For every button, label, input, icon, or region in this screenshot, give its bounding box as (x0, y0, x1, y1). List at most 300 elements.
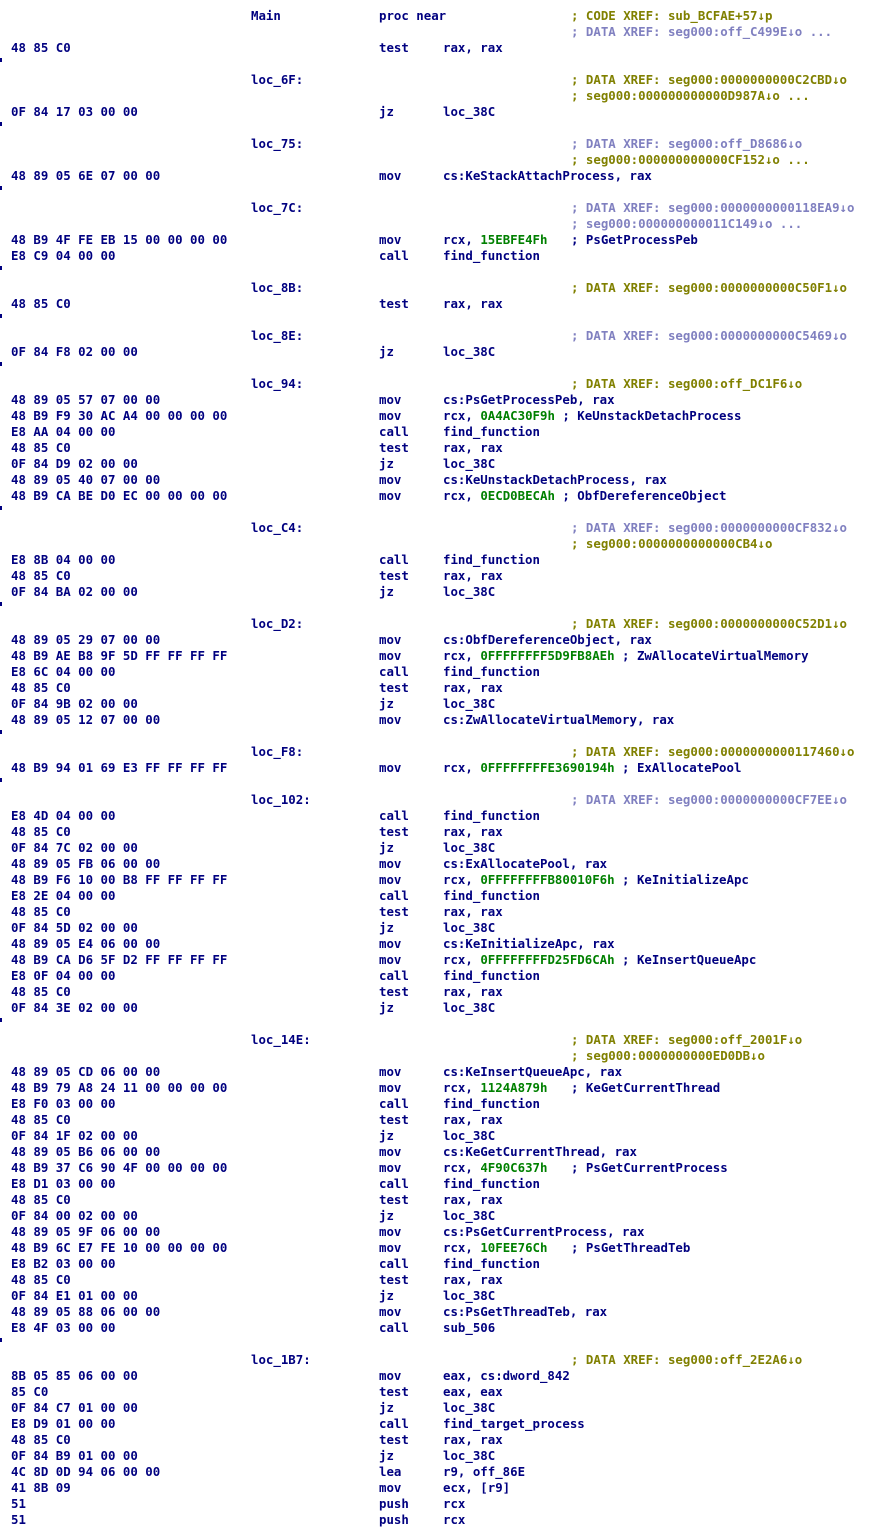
code-label[interactable]: loc_8E: (251, 328, 304, 343)
code-label[interactable]: loc_F8: (251, 744, 304, 759)
opcode-bytes: 0F 84 F8 02 00 00 (11, 344, 138, 359)
mnemonic: test (379, 1432, 409, 1447)
mnemonic: mov (379, 1304, 402, 1319)
opcode-bytes: 48 89 05 B6 06 00 00 (11, 1144, 161, 1159)
immediate-value: 15EBFE4Fh (480, 232, 548, 247)
mnemonic: jz (379, 344, 394, 359)
instruction-line[interactable] (0, 1080, 886, 1096)
mnemonic: call (379, 1176, 409, 1191)
instruction-line[interactable] (0, 392, 886, 408)
opcode-bytes: 4C 8D 0D 94 06 00 00 (11, 1464, 161, 1479)
instruction-line[interactable] (0, 1368, 886, 1384)
instruction-line[interactable] (0, 952, 886, 968)
operands[interactable]: loc_38C (443, 696, 496, 711)
instruction-line[interactable] (0, 1144, 886, 1160)
opcode-bytes: 48 B9 4F FE EB 15 00 00 00 00 (11, 232, 228, 247)
instruction-line[interactable] (0, 1000, 886, 1016)
code-label[interactable]: loc_14E: (251, 1032, 311, 1047)
instruction-line[interactable] (0, 696, 886, 712)
operands[interactable]: find_function (443, 808, 540, 823)
operand-register: rcx, (443, 648, 481, 663)
instruction-line[interactable] (0, 1240, 886, 1256)
instruction-line[interactable] (0, 712, 886, 728)
mnemonic: mov (379, 872, 402, 887)
opcode-bytes: 48 B9 79 A8 24 11 00 00 00 00 (11, 1080, 228, 1095)
mnemonic: test (379, 40, 409, 55)
xref-comment[interactable]: ; KeGetCurrentThread (571, 1080, 721, 1095)
operands[interactable]: find_function (443, 1176, 540, 1191)
instruction-line[interactable] (0, 648, 886, 664)
operand-register: rcx, (443, 1160, 481, 1175)
xref-comment[interactable]: ; seg000:0000000000ED0DB↓o (571, 1048, 765, 1063)
instruction-line[interactable] (0, 760, 886, 776)
opcode-bytes: 51 (11, 1496, 26, 1511)
instruction-line[interactable] (0, 248, 886, 264)
mnemonic: jz (379, 1128, 394, 1143)
operands[interactable]: find_function (443, 1256, 540, 1271)
instruction-line[interactable] (0, 904, 886, 920)
inline-comment: ; KeInitializeApc (614, 872, 749, 887)
operands[interactable]: cs:KeInsertQueueApc, rax (443, 1064, 623, 1079)
operands[interactable]: loc_38C (443, 1128, 496, 1143)
operands[interactable]: rax, rax (443, 568, 503, 583)
operands[interactable] (443, 408, 741, 424)
opcode-bytes: E8 D9 01 00 00 (11, 1416, 116, 1431)
instruction-line[interactable] (0, 632, 886, 648)
separator-line (0, 504, 886, 520)
instruction-line[interactable] (0, 1432, 886, 1448)
mnemonic: mov (379, 1240, 402, 1255)
xref-comment[interactable]: ; PsGetProcessPeb (571, 232, 698, 247)
instruction-line[interactable] (0, 456, 886, 472)
mnemonic: mov (379, 712, 402, 727)
operands[interactable]: loc_38C (443, 584, 496, 599)
xref-comment[interactable]: ; DATA XREF: seg000:0000000000C2CBD↓o (571, 72, 848, 87)
separator-line (0, 360, 886, 376)
operands[interactable] (443, 648, 809, 664)
opcode-bytes: 0F 84 17 03 00 00 (11, 104, 138, 119)
xref-comment[interactable]: ; DATA XREF: seg000:off_D8686↓o (571, 136, 803, 151)
separator-line (0, 264, 886, 280)
operands[interactable]: loc_38C (443, 840, 496, 855)
xref-comment[interactable]: ; seg000:000000000000D987A↓o ... (571, 88, 810, 103)
gutter-tick (0, 730, 2, 734)
mnemonic: test (379, 1384, 409, 1399)
instruction-line[interactable] (0, 488, 886, 504)
operands[interactable]: rax, rax (443, 296, 503, 311)
operands[interactable]: rax, rax (443, 1432, 503, 1447)
opcode-bytes: 48 89 05 40 07 00 00 (11, 472, 161, 487)
opcode-bytes: 8B 05 85 06 00 00 (11, 1368, 138, 1383)
instruction-line[interactable] (0, 1384, 886, 1400)
instruction-line[interactable] (0, 888, 886, 904)
mnemonic: call (379, 1416, 409, 1431)
operands[interactable]: eax, eax (443, 1384, 503, 1399)
operands[interactable]: find_function (443, 552, 540, 567)
opcode-bytes: 48 89 05 6E 07 00 00 (11, 168, 161, 183)
gutter-tick (0, 266, 2, 270)
separator-line (0, 600, 886, 616)
operands[interactable] (443, 488, 727, 504)
operand-register: rcx, (443, 1080, 481, 1095)
opcode-bytes: 48 85 C0 (11, 440, 71, 455)
mnemonic: push (379, 1512, 409, 1527)
xref-comment[interactable]: ; DATA XREF: seg000:0000000000C52D1↓o (571, 616, 848, 631)
mnemonic: mov (379, 1160, 402, 1175)
opcode-bytes: E8 4F 03 00 00 (11, 1320, 116, 1335)
code-label[interactable]: loc_75: (251, 136, 304, 151)
opcode-bytes: 48 89 05 88 06 00 00 (11, 1304, 161, 1319)
opcode-bytes: 48 89 05 12 07 00 00 (11, 712, 161, 727)
mnemonic: mov (379, 1144, 402, 1159)
instruction-line[interactable] (0, 440, 886, 456)
code-label[interactable]: loc_102: (251, 792, 311, 807)
instruction-line[interactable] (0, 1288, 886, 1304)
instruction-line[interactable] (0, 1208, 886, 1224)
opcode-bytes: 51 (11, 1512, 26, 1527)
xref-comment[interactable]: ; seg000:000000000011C149↓o ... (571, 216, 803, 231)
xref-comment[interactable]: ; DATA XREF: seg000:0000000000C5469↓o (571, 328, 848, 343)
operands[interactable]: cs:PsGetProcessPeb, rax (443, 392, 615, 407)
xref-comment-line[interactable] (0, 152, 886, 168)
gutter-tick (0, 314, 2, 318)
operands[interactable]: loc_38C (443, 1400, 496, 1415)
operands[interactable]: find_function (443, 968, 540, 983)
instruction-line[interactable] (0, 1304, 886, 1320)
instruction-line[interactable] (0, 984, 886, 1000)
code-label[interactable]: loc_6F: (251, 72, 304, 87)
xref-comment-line[interactable] (0, 1048, 886, 1064)
mnemonic: mov (379, 168, 402, 183)
opcode-bytes: 0F 84 BA 02 00 00 (11, 584, 138, 599)
instruction-line[interactable] (0, 1224, 886, 1240)
operands[interactable]: cs:PsGetThreadTeb, rax (443, 1304, 608, 1319)
gutter-tick (0, 1338, 2, 1342)
instruction-line[interactable] (0, 808, 886, 824)
xref-comment[interactable]: ; PsGetCurrentProcess (571, 1160, 728, 1175)
opcode-bytes: 48 89 05 E4 06 00 00 (11, 936, 161, 951)
instruction-line[interactable] (0, 584, 886, 600)
code-label-line[interactable] (0, 200, 886, 216)
mnemonic: mov (379, 1224, 402, 1239)
instruction-line[interactable] (0, 1496, 886, 1512)
mnemonic: proc near (379, 8, 447, 23)
mnemonic: test (379, 680, 409, 695)
mnemonic: call (379, 808, 409, 823)
operands[interactable]: find_function (443, 664, 540, 679)
operand-register: rcx, (443, 232, 481, 247)
operands[interactable]: loc_38C (443, 104, 496, 119)
separator-line (0, 1336, 886, 1352)
operands[interactable]: loc_38C (443, 344, 496, 359)
operands[interactable] (443, 1160, 547, 1176)
opcode-bytes: 48 89 05 57 07 00 00 (11, 392, 161, 407)
operands[interactable]: loc_38C (443, 1000, 496, 1015)
code-label-line[interactable] (0, 280, 886, 296)
xref-comment[interactable]: ; DATA XREF: seg000:off_2E2A6↓o (571, 1352, 803, 1367)
xref-comment-line[interactable] (0, 216, 886, 232)
code-label[interactable]: loc_94: (251, 376, 304, 391)
code-label-line[interactable] (0, 136, 886, 152)
separator-line (0, 184, 886, 200)
opcode-bytes: 48 89 05 29 07 00 00 (11, 632, 161, 647)
operands[interactable]: find_function (443, 1096, 540, 1111)
operands[interactable]: rax, rax (443, 1192, 503, 1207)
operands[interactable] (443, 872, 749, 888)
operands[interactable] (443, 952, 756, 968)
code-label-line[interactable] (0, 8, 886, 24)
code-label[interactable]: loc_C4: (251, 520, 304, 535)
opcode-bytes: 48 B9 37 C6 90 4F 00 00 00 00 (11, 1160, 228, 1175)
operands[interactable]: rcx (443, 1512, 466, 1527)
operands[interactable]: find_function (443, 424, 540, 439)
xref-comment-line[interactable] (0, 536, 886, 552)
mnemonic: call (379, 1256, 409, 1271)
opcode-bytes: 48 85 C0 (11, 1192, 71, 1207)
xref-comment[interactable]: ; CODE XREF: sub_BCFAE+57↓p (571, 8, 773, 23)
immediate-value: 0FFFFFFFFE3690194h (480, 760, 615, 775)
opcode-bytes: E8 4D 04 00 00 (11, 808, 116, 823)
mnemonic: jz (379, 1448, 394, 1463)
code-label-line[interactable] (0, 376, 886, 392)
inline-comment: ; ExAllocatePool (614, 760, 742, 775)
opcode-bytes: 0F 84 E1 01 00 00 (11, 1288, 138, 1303)
xref-comment[interactable]: ; DATA XREF: seg000:0000000000C50F1↓o (571, 280, 848, 295)
operands[interactable]: rax, rax (443, 680, 503, 695)
operands[interactable]: cs:KeUnstackDetachProcess, rax (443, 472, 667, 487)
instruction-line[interactable] (0, 104, 886, 120)
operands[interactable]: cs:ExAllocatePool, rax (443, 856, 608, 871)
opcode-bytes: 48 85 C0 (11, 1272, 71, 1287)
code-label[interactable]: Main (251, 8, 281, 23)
instruction-line[interactable] (0, 568, 886, 584)
opcode-bytes: 41 8B 09 (11, 1480, 71, 1495)
separator-line (0, 120, 886, 136)
instruction-line[interactable] (0, 1512, 886, 1528)
operands[interactable]: loc_38C (443, 1208, 496, 1223)
instruction-line[interactable] (0, 968, 886, 984)
operand-register: rcx, (443, 760, 481, 775)
opcode-bytes: 48 B9 F6 10 00 B8 FF FF FF FF (11, 872, 228, 887)
instruction-line[interactable] (0, 680, 886, 696)
instruction-line[interactable] (0, 1096, 886, 1112)
xref-comment[interactable]: ; DATA XREF: seg000:0000000000CF832↓o (571, 520, 848, 535)
mnemonic: mov (379, 472, 402, 487)
mnemonic: call (379, 664, 409, 679)
instruction-line[interactable] (0, 1160, 886, 1176)
opcode-bytes: 0F 84 5D 02 00 00 (11, 920, 138, 935)
operands[interactable]: cs:KeStackAttachProcess, rax (443, 168, 652, 183)
opcode-bytes: 48 85 C0 (11, 824, 71, 839)
xref-comment-line[interactable] (0, 88, 886, 104)
operands[interactable] (443, 1240, 547, 1256)
instruction-line[interactable] (0, 168, 886, 184)
xref-comment[interactable]: ; DATA XREF: seg000:off_2001F↓o (571, 1032, 803, 1047)
instruction-line[interactable] (0, 1192, 886, 1208)
operands[interactable]: cs:KeGetCurrentThread, rax (443, 1144, 637, 1159)
operands[interactable]: loc_38C (443, 456, 496, 471)
code-label[interactable]: loc_8B: (251, 280, 304, 295)
instruction-line[interactable] (0, 1320, 886, 1336)
instruction-line[interactable] (0, 872, 886, 888)
instruction-line[interactable] (0, 424, 886, 440)
operands[interactable]: loc_38C (443, 1448, 496, 1463)
xref-comment[interactable]: ; PsGetThreadTeb (571, 1240, 691, 1255)
mnemonic: jz (379, 1208, 394, 1223)
mnemonic: test (379, 1192, 409, 1207)
mnemonic: mov (379, 952, 402, 967)
code-label-line[interactable] (0, 744, 886, 760)
instruction-line[interactable] (0, 472, 886, 488)
instruction-line[interactable] (0, 824, 886, 840)
instruction-line[interactable] (0, 1416, 886, 1432)
xref-comment[interactable]: ; DATA XREF: seg000:0000000000118EA9↓o (571, 200, 855, 215)
operands[interactable]: rax, rax (443, 440, 503, 455)
code-label[interactable]: loc_1B7: (251, 1352, 311, 1367)
mnemonic: mov (379, 648, 402, 663)
instruction-line[interactable] (0, 1112, 886, 1128)
mnemonic: jz (379, 456, 394, 471)
opcode-bytes: 48 B9 6C E7 FE 10 00 00 00 00 (11, 1240, 228, 1255)
disassembly-listing (0, 8, 886, 1528)
code-label[interactable]: loc_7C: (251, 200, 304, 215)
operands[interactable]: r9, off_86E (443, 1464, 526, 1479)
instruction-line[interactable] (0, 296, 886, 312)
operand-register: rcx, (443, 408, 481, 423)
operands[interactable]: rax, rax (443, 1272, 503, 1287)
instruction-line[interactable] (0, 1480, 886, 1496)
instruction-line[interactable] (0, 1448, 886, 1464)
code-label-line[interactable] (0, 1352, 886, 1368)
code-label-line[interactable] (0, 520, 886, 536)
opcode-bytes: 0F 84 9B 02 00 00 (11, 696, 138, 711)
opcode-bytes: 48 B9 F9 30 AC A4 00 00 00 00 (11, 408, 228, 423)
code-label-line[interactable] (0, 72, 886, 88)
operands[interactable]: rax, rax (443, 1112, 503, 1127)
instruction-line[interactable] (0, 920, 886, 936)
opcode-bytes: 0F 84 B9 01 00 00 (11, 1448, 138, 1463)
operands[interactable]: ecx, [r9] (443, 1480, 511, 1495)
instruction-line[interactable] (0, 664, 886, 680)
operands[interactable]: rax, rax (443, 40, 503, 55)
instruction-line[interactable] (0, 936, 886, 952)
separator-line (0, 312, 886, 328)
opcode-bytes: E8 8B 04 00 00 (11, 552, 116, 567)
gutter-tick (0, 186, 2, 190)
operands[interactable]: find_function (443, 888, 540, 903)
operands[interactable] (443, 1080, 547, 1096)
code-label[interactable]: loc_D2: (251, 616, 304, 631)
instruction-line[interactable] (0, 232, 886, 248)
code-label-line[interactable] (0, 328, 886, 344)
mnemonic: jz (379, 584, 394, 599)
instruction-line[interactable] (0, 856, 886, 872)
operands[interactable]: cs:PsGetCurrentProcess, rax (443, 1224, 645, 1239)
mnemonic: test (379, 296, 409, 311)
operands[interactable]: loc_38C (443, 920, 496, 935)
operands[interactable]: rcx (443, 1496, 466, 1511)
operands[interactable]: eax, cs:dword_842 (443, 1368, 570, 1383)
opcode-bytes: 48 85 C0 (11, 568, 71, 583)
operands[interactable]: loc_38C (443, 1288, 496, 1303)
code-label-line[interactable] (0, 792, 886, 808)
instruction-line[interactable] (0, 1256, 886, 1272)
code-label-line[interactable] (0, 1032, 886, 1048)
instruction-line[interactable] (0, 840, 886, 856)
operands[interactable]: rax, rax (443, 904, 503, 919)
xref-comment[interactable]: ; DATA XREF: seg000:off_C499E↓o ... (571, 24, 833, 39)
mnemonic: mov (379, 1080, 402, 1095)
separator-line (0, 728, 886, 744)
instruction-line[interactable] (0, 1464, 886, 1480)
operands[interactable]: rax, rax (443, 984, 503, 999)
operands[interactable] (443, 232, 547, 248)
operands[interactable]: find_function (443, 248, 540, 263)
opcode-bytes: 48 85 C0 (11, 1432, 71, 1447)
operands[interactable]: sub_506 (443, 1320, 496, 1335)
gutter-tick (0, 778, 2, 782)
xref-comment[interactable]: ; DATA XREF: seg000:0000000000117460↓o (571, 744, 855, 759)
operands[interactable]: cs:KeInitializeApc, rax (443, 936, 615, 951)
instruction-line[interactable] (0, 1064, 886, 1080)
immediate-value: 0FFFFFFFFD25FD6CAh (480, 952, 615, 967)
operands[interactable]: cs:ObfDereferenceObject, rax (443, 632, 652, 647)
operands[interactable]: cs:ZwAllocateVirtualMemory, rax (443, 712, 675, 727)
mnemonic: call (379, 248, 409, 263)
opcode-bytes: 0F 84 7C 02 00 00 (11, 840, 138, 855)
instruction-line[interactable] (0, 408, 886, 424)
xref-comment[interactable]: ; DATA XREF: seg000:off_DC1F6↓o (571, 376, 803, 391)
instruction-line[interactable] (0, 552, 886, 568)
operands[interactable]: rax, rax (443, 824, 503, 839)
mnemonic: jz (379, 1000, 394, 1015)
code-label-line[interactable] (0, 616, 886, 632)
xref-comment[interactable]: ; seg000:000000000000CF152↓o ... (571, 152, 810, 167)
mnemonic: test (379, 1112, 409, 1127)
opcode-bytes: 85 C0 (11, 1384, 49, 1399)
instruction-line[interactable] (0, 1400, 886, 1416)
opcode-bytes: 48 85 C0 (11, 40, 71, 55)
mnemonic: jz (379, 920, 394, 935)
opcode-bytes: E8 6C 04 00 00 (11, 664, 116, 679)
instruction-line[interactable] (0, 1272, 886, 1288)
operands[interactable] (443, 760, 741, 776)
immediate-value: 4F90C637h (480, 1160, 548, 1175)
mnemonic: jz (379, 1400, 394, 1415)
mnemonic: push (379, 1496, 409, 1511)
operands[interactable]: find_target_process (443, 1416, 585, 1431)
mnemonic: mov (379, 1368, 402, 1383)
mnemonic: mov (379, 632, 402, 647)
mnemonic: test (379, 1272, 409, 1287)
instruction-line[interactable] (0, 1128, 886, 1144)
mnemonic: test (379, 440, 409, 455)
mnemonic: mov (379, 232, 402, 247)
gutter-tick (0, 122, 2, 126)
xref-comment[interactable]: ; DATA XREF: seg000:0000000000CF7EE↓o (571, 792, 848, 807)
xref-comment-line[interactable] (0, 24, 886, 40)
xref-comment[interactable]: ; seg000:0000000000000CB4↓o (571, 536, 773, 551)
immediate-value: 10FEE76Ch (480, 1240, 548, 1255)
opcode-bytes: E8 F0 03 00 00 (11, 1096, 116, 1111)
inline-comment: ; KeInsertQueueApc (614, 952, 757, 967)
instruction-line[interactable] (0, 1176, 886, 1192)
instruction-line[interactable] (0, 40, 886, 56)
instruction-line[interactable] (0, 344, 886, 360)
opcode-bytes: 0F 84 D9 02 00 00 (11, 456, 138, 471)
separator-line (0, 1016, 886, 1032)
mnemonic: mov (379, 408, 402, 423)
